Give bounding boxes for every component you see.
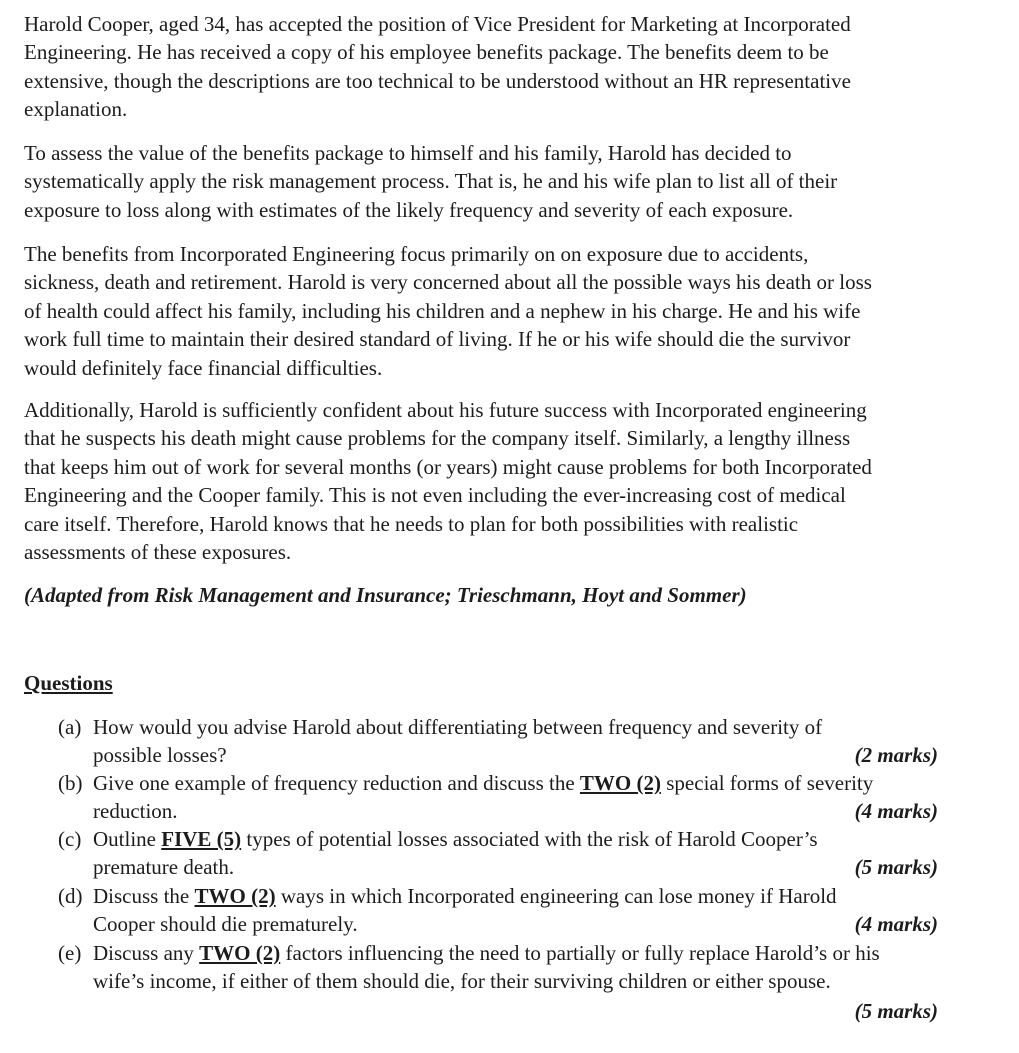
marks: (4 marks) — [854, 799, 938, 824]
question-line-1 — [93, 769, 938, 797]
marks: (2 marks) — [854, 743, 938, 768]
paragraph-line: would definitely face financial difficulties. — [24, 355, 383, 380]
question-line-2 — [93, 967, 938, 995]
question-text: Cooper should die prematurely. — [93, 912, 358, 937]
question-line-1 — [93, 713, 938, 741]
emphasis: TWO (2) — [199, 941, 281, 965]
question-line-2 — [93, 853, 938, 881]
question-item — [58, 825, 938, 882]
marks: (5 marks) — [854, 998, 938, 1023]
question-item — [58, 939, 938, 1024]
marks: (4 marks) — [854, 912, 938, 937]
question-label: (b) — [58, 771, 83, 795]
emphasis: TWO (2) — [579, 771, 661, 795]
paragraph — [24, 139, 837, 224]
paragraph-line: work full time to maintain their desired standard of living. If he or his wife should die the survivor — [24, 327, 851, 352]
paragraph — [24, 240, 872, 382]
paragraph-line: Engineering. He has received a copy of his employee benefits package. The benefits deem to be — [24, 40, 829, 65]
paragraph-line: care itself. Therefore, Harold knows that he needs to plan for both possibilities with realistic — [24, 511, 799, 536]
citation: (Adapted from Risk Management and Insurance; Trieschmann, Hoyt and Sommer) — [24, 583, 747, 607]
question-label: (d) — [58, 884, 83, 908]
paragraph-line: explanation. — [24, 97, 128, 122]
paragraph-line: sickness, death and retirement. Harold is very concerned about all the possible ways his death or loss — [24, 270, 872, 295]
question-line-2 — [93, 797, 938, 825]
question-item — [58, 713, 938, 770]
paragraph-line: exposure to loss along with estimates of the likely frequency and severity of each exposure. — [24, 197, 794, 222]
question-text: possible losses? — [93, 743, 227, 768]
question-text: ways in which Incorporated engineering can lose money if Harold — [275, 884, 837, 908]
paragraph-line: To assess the value of the benefits package to himself and his family, Harold has decided to — [24, 141, 792, 165]
emphasis: TWO (2) — [194, 884, 276, 908]
question-text: reduction. — [93, 799, 178, 824]
paragraph-line: assessments of these exposures. — [24, 539, 292, 564]
paragraph-line: that he suspects his death might cause problems for the company itself. Similarly, a lengthy illness — [24, 426, 851, 451]
question-label: (a) — [58, 715, 82, 739]
question-line-1 — [93, 825, 938, 853]
question-text: How would you advise Harold about differentiating between frequency and severity of — [93, 715, 823, 739]
paragraph-line: Engineering and the Cooper family. This is not even including the ever-increasing cost of medical — [24, 483, 846, 508]
question-text: types of potential losses associated with the risk of Harold Cooper’s — [241, 827, 818, 851]
question-item — [58, 769, 938, 826]
question-text: premature death. — [93, 855, 235, 880]
paragraph-line: Additionally, Harold is sufficiently confident about his future success with Incorporated engineering — [24, 398, 867, 422]
question-line-2 — [93, 741, 938, 769]
questions-heading: Questions — [24, 671, 113, 695]
paragraph — [24, 396, 872, 566]
question-text: special forms of severity — [661, 771, 874, 795]
marks: (5 marks) — [854, 855, 938, 880]
question-label: (e) — [58, 941, 82, 965]
paragraph-line: The benefits from Incorporated Engineering focus primarily on on exposure due to accidents, — [24, 242, 809, 266]
emphasis: FIVE (5) — [161, 827, 242, 851]
question-line-1 — [93, 939, 938, 967]
question-text: Outline — [93, 827, 162, 851]
paragraph-line: of health could affect his family, including his children and a nephew in his charge. He and his wife — [24, 298, 861, 323]
paragraph-line: Harold Cooper, aged 34, has accepted the position of Vice President for Marketing at Incorporated — [24, 12, 851, 36]
question-line-1 — [93, 882, 938, 910]
paragraph-line: extensive, though the descriptions are too technical to be understood without an HR representative — [24, 68, 851, 93]
question-label: (c) — [58, 827, 82, 851]
question-text: Give one example of frequency reduction and discuss the — [93, 771, 580, 795]
question-text: Discuss the — [93, 884, 195, 908]
question-line-2 — [93, 910, 938, 938]
question-text: wife’s income, if either of them should die, for their surviving children or either spouse. — [93, 969, 831, 994]
question-item — [58, 882, 938, 939]
paragraph-line: systematically apply the risk management process. That is, he and his wife plan to list all of their — [24, 169, 838, 194]
question-text: factors influencing the need to partially or fully replace Harold’s or his — [280, 941, 880, 965]
paragraph-line: that keeps him out of work for several months (or years) might cause problems for both Incorporated — [24, 454, 872, 479]
paragraph — [24, 10, 851, 124]
question-text: Discuss any — [93, 941, 200, 965]
